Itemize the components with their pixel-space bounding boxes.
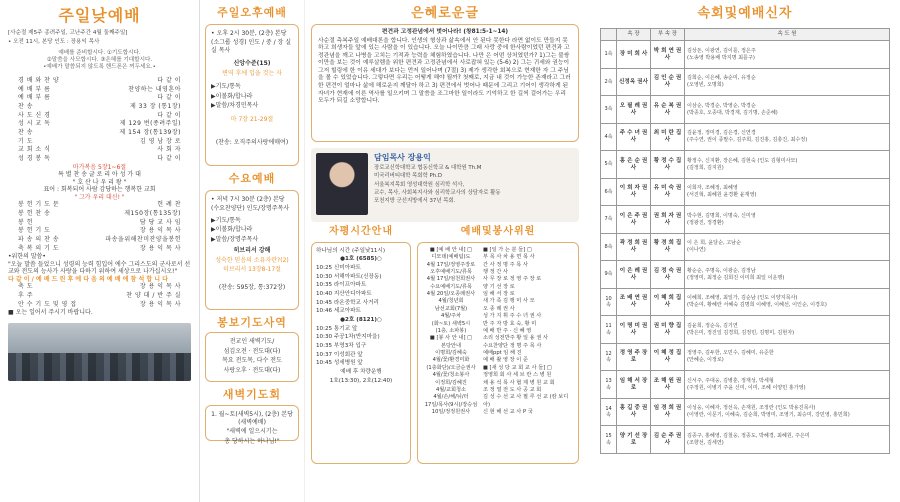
table-row [601, 316, 890, 344]
wednesday-ref: 히브리서 13장8-17절 [223, 266, 281, 273]
pastor-name: 담임목사 장용익 [374, 153, 431, 163]
table-row [601, 68, 890, 96]
cell-group-column [590, 0, 900, 502]
schedule-item: 예배 후 차량운행 [340, 368, 382, 375]
sunday-header-2: • 오전 11시, 본당 인도 : 장용익 목사 [8, 38, 100, 45]
leader-cell: 곽 정 희 권 사 [617, 233, 651, 261]
order-row: 봉 헌 기 도 장 용 익 목 사 [18, 227, 181, 235]
leader-cell: 정 영 주 장 로 [617, 343, 651, 371]
order-row: 축 복 의 기 도 장 용 익 목 사 [18, 244, 181, 252]
wednesday-item: ▶이볼화/합나라 [211, 226, 253, 233]
table-row [601, 398, 890, 426]
order-row: 사 도 신 경 다 같 이 [18, 111, 181, 119]
members-cell: 김종구, 홍혜영, 김철웅, 정종도, 박혜경, 최혜원, 주은미 (조향선, 김세연) [685, 426, 890, 454]
ministry-line: 사랑오후 · 전도대(다) [223, 366, 281, 374]
wednesday-theme-label: 히브리서 강해 [233, 247, 271, 254]
members-cell: 김상돈, 이광연, 김이를, 정은주 (노송영 박용배 박지명 최를구) [685, 41, 890, 69]
sub-leader-cell: 김 순 주 권 사 [651, 426, 685, 454]
leader-cell: 주 수 녀 권 사 [617, 123, 651, 151]
sunday-pm-theme: 변역 후에 입을 것는 자 [222, 69, 282, 77]
schedule-item: 10:25 통기교 앞 [316, 325, 358, 332]
table-row [601, 151, 890, 179]
wednesday-item: ▶말씀/장명주목사 [211, 235, 259, 243]
week-cell: 8속 [601, 233, 617, 261]
week-cell: 3속 [601, 96, 617, 124]
table-row [601, 233, 890, 261]
week-cell: 10속 [601, 288, 617, 316]
sunday-pm-line-2: (소그룹 성경) 인도 / 중 / 장 실 실 목사 [211, 39, 292, 54]
leader-cell: 신정옥 권사 [617, 68, 651, 96]
wednesday-line-1: • 저녁 7시 30분 (2층) 본당 [211, 195, 285, 203]
table-row [601, 261, 890, 289]
table-row [601, 41, 890, 69]
members-cell: 김윤정, 정미경, 김은경, 신연경 (주수연, 권이 종말수, 김주희, 김진홍, 김충진, 최수정) [685, 123, 890, 151]
guide-line-1: 예배를 준비합시다. ①기도합시다. [58, 49, 141, 56]
leader-cell: 이 희 자 권 사 [617, 178, 651, 206]
sub-leader-cell: 김 정 숙 권 사 [651, 261, 685, 289]
pastor-line: 미국리버티대학 목회학 Ph.D [374, 173, 443, 180]
wednesday-foot: (찬송: 595장, 통:372장) [218, 283, 286, 291]
table-row [601, 343, 890, 371]
members-cell: 김윤희, 정순옥, 김기연 (박은미, 정진일 김경희, 김정민, 김명미, 김현자) [685, 316, 890, 344]
ministry-box [205, 332, 299, 382]
header-leader: 속 장 [617, 29, 651, 41]
sunday-service-info [8, 30, 191, 46]
sub-leader-cell: 최 미 란 집 사 [651, 123, 685, 151]
schedule-item: 10:25 신미아파트 [316, 265, 361, 272]
table-row [601, 426, 890, 454]
schedule-item: 10:30 주공1차(반지마을) [316, 334, 380, 341]
sub-leader-cell: 이 혜 희 집 사 [651, 288, 685, 316]
order-row: 교 회 소 식 사 회 자 [18, 146, 181, 154]
leader-cell: 오 필 례 권 사 [617, 96, 651, 124]
leader-cell: 홍 길 중 권 사 [617, 398, 651, 426]
schedule-item: 10:30 서해아파트(신장동) [316, 273, 382, 280]
grace-heading: 편견과 고정관념에서 벗어나라! (창81:5-1~14) [381, 29, 509, 36]
sunday-guide [8, 50, 191, 71]
schedule-box [311, 242, 411, 464]
wednesday-box [205, 190, 299, 310]
sunday-pm-theme-label: 신앙수준(15) [233, 60, 271, 68]
worship-order [8, 77, 191, 317]
roles-list: ■ [일 가 는 분 들] □ 부 목 사 차 용 면 목 사 간 사 정 명 주 목 사 행 정 간 사 사 무 장 로 정 영 주 장 로 양 기 선 장 로 임 해 서 장 로 새 가 족 김 행 미 사 모 오 종 례 권 사 성 가 지 휘 주 수 녀 권 사 반 주 자 방 효 숙, 황 미 예 배 반 주 · 신 혜 영 소리 성전반주 황 일 용 권 사 수요찬양단 정 명 주 목 사 예배ppt 임 해 진 예 배 촬 영 장 이 준 ■ [새 성 당 교 회 교 사 들] □ 정영희 회 사 세 브 란 스 병 원 채 용 석 목 사 협 제 병 원 교 회 조 정 열 전 도 사 공 교 회 김 성 수 선 교 사 필 루 선 교 (캄 보디아) 신 현 해 선 교 사 P 국 [483, 246, 569, 415]
stand-note: ■ 오는 일어서 주시기 바랍니다. [8, 309, 93, 317]
order-row: 경 배 와 찬 양 다 같 이 [18, 76, 181, 84]
sub-leader-cell: 황 정 수 집 사 [651, 151, 685, 179]
leader-cell: 이 명 미 권 사 [617, 316, 651, 344]
sunday-service-column [0, 0, 200, 502]
dawn-line: "새벽에 일으시기는 [226, 428, 278, 435]
week-cell: 9속 [601, 261, 617, 289]
week-cell: 7속 [601, 206, 617, 234]
special-song: 특 별 찬 송 글 로 리 아 성 가 대 [58, 171, 141, 179]
week-cell: 6속 [601, 178, 617, 206]
week-cell: 14속 [601, 398, 617, 426]
leader-cell: 홍 은 순 권 사 [617, 151, 651, 179]
order-row: 봉 헌 담 당 교 사 임 [18, 218, 181, 226]
schedule-item: 1호(13:30), 2호(12:40) [329, 377, 393, 384]
dawn-title: 새벽기도회 [222, 388, 282, 402]
order-row: 축 도 장 용 익 목 사 [18, 283, 181, 291]
week-cell: 15속 [601, 426, 617, 454]
members-cell: 이삼순, 박경순, 박영순, 박경순 (박종호, 오종대, 박경재, 김기명, 손준혜) [685, 96, 890, 124]
header-week [601, 29, 617, 41]
schedule-title: 자평시간안내 [329, 226, 393, 238]
ministry-line: 전교인 새벽기도/ [229, 338, 275, 346]
order-row: 성 시 교 독 제 129 번(종려주일) [18, 120, 181, 128]
members-cell: 이성웅, 이혜자, 정선옥, 손재원, 조정란 (인도 박용진목사) (이영란, 이문기, 이혜숙, 김순희, 박영미, 조영기, 최승미, 강민영, 홍민희) [685, 398, 890, 426]
order-row: 후 주 찬 양 대 / 반 주 실 [18, 292, 181, 300]
order-row: 예 배 부 름 찬양하는 내영혼아 [18, 85, 181, 93]
dawn-line: 총 당하시는 하나님!" [224, 437, 280, 445]
table-row [601, 96, 890, 124]
sub-leader-cell: 유 순 복 권 사 [651, 96, 685, 124]
sub-leader-cell: 황 경 희 집 사 [651, 233, 685, 261]
schedule-item: 10:37 이성회관 앞 [316, 351, 363, 358]
leader-cell: 임 해 서 장 로 [617, 371, 651, 399]
cell-group-title: 속회및예배신자 [697, 6, 793, 21]
dawn-box [205, 405, 299, 445]
guide-line-2: ②말씀을 사모합시다. ③은혜를 기대합시다. [46, 56, 153, 63]
members-cell: 박수현, 김명희, 이명숙, 신미영 (정광진, 정경환) [685, 206, 890, 234]
order-row: 봉 헌 찬 송 제150장(통135장) [18, 209, 181, 217]
pastor-line: 장로교신학대학교 협동신학교 & 대학원 Th.M [374, 165, 482, 172]
pastor-line: 서울복지목회 영성대학원 심리학 석사, [374, 181, 465, 188]
order-row: 예 배 부 름 다 같 이 [18, 94, 181, 102]
sub-leader-cell: 유 미 숙 권 사 [651, 178, 685, 206]
members-cell: 황정수, 신지환, 장은혜, 김현숙 (인도 김형미사모) (김정희, 김지원) [685, 151, 890, 179]
header-sub-leader: 부 속 장 [651, 29, 685, 41]
grace-body: 사순절 측복주일 예배대론을 합니다. 인생의 형상과 삶속에서 안 된다 못한다 라면 없이도 만들지 못하고 희생자들 앞에 있는 사람을 이 있습니다. 오늘 나이만큼 그래 사랑 중에 한사람이었던 편견과 고정관념을 깨고 나병을 고치는 기적과 능력을 체험하였습니다. 나만 은 어떤 상처였던가? 1)그는 불쌍이만을 보는 것이 예루살렘을 위한 편견과 고정관념에서 사로잡혀 있는 (5-6) 2) 그는 귀세와 권능이 그저 힐링에 한 이유 세대가 보다는 먼저 일어나며 (7절) 3) 제가 생각한 회복으로 현재한 자 그 주님을 볼 수 있었습니다. 그렇다면 우리는 어떻게 해야 될까? 첫째로, 지금 내 것이 가능한 존재라고 그러한 편견이 얼마나 삶에 해로운지 깨달아 하고 3) 편견에서 벗어나 때문에 그리고 기어이 생각하게 된 자녀가 현재에 이른 역사를 일으키며 그 말씀을 조그마한 일이라도 기억하고 한 길씩 걸어가는 우리 모두가 되길 소망합니다. [318, 37, 571, 105]
schedule-section [311, 226, 579, 464]
wednesday-item: ▶기도/통독 [211, 216, 241, 224]
members-cell: 이혜희, 조혜영, 최일가, 김순남 (인도 이양지목사) (박순여, 황혜란 서혜숙 김명희 이혜영, 이혜선, 이인순, 이경호) [685, 288, 890, 316]
grace-title: 은혜로운글 [411, 6, 479, 21]
table-row [601, 371, 890, 399]
sub-leader-cell: 이 혜 정 집 사 [651, 343, 685, 371]
sub-leader-cell: 임 경 희 권 사 [651, 398, 685, 426]
members-cell: 이 은 희, 윤달순, 고남순 (이나연) [685, 233, 890, 261]
leader-cell: 조 배 연 권 사 [617, 288, 651, 316]
sermon-title: " 그가 우리 대신! " [74, 193, 125, 201]
sunday-service-title: 주일낮예배 [58, 6, 141, 25]
order2-title: 다 같 이 / 예 배 드 린 후 에 다 음 의 예 배 에 참 석 합 니 다 [8, 275, 168, 283]
schedule-item: 10:46 세교아파트 [316, 308, 361, 315]
week-cell: 5속 [601, 151, 617, 179]
table-row [601, 206, 890, 234]
sunday-pm-foot: (찬송: 오직주의사랑에매여) [215, 139, 289, 147]
wednesday-line-2: (수요찬양단) 인도/장명주목사 [211, 205, 290, 212]
grace-box [311, 24, 579, 142]
ministry-line: 목요 전도목, 다수 전도 [222, 357, 282, 365]
weekly-word-title: •위한의 말씀• [8, 253, 46, 261]
pastor-line: 포천지방 군선지방에서 37년 목회. [374, 197, 456, 204]
schedule-item: 하나님의 시간 (주일낮11시) [316, 247, 386, 254]
order-row: 기 도 김 영 남 장 로 [18, 137, 181, 145]
order-row: 안 수 기 도 및 영 접 장 용 익 목 사 [18, 300, 181, 308]
volunteers-box [417, 242, 579, 464]
special-song-title: " 호 산 나 우 리 왕 " [72, 178, 127, 186]
week-cell: 11속 [601, 316, 617, 344]
week-cell: 13속 [601, 371, 617, 399]
schedule-item: 10:45 성세병원 앞 [316, 360, 363, 367]
leader-cell: 장 미 희 사 [617, 41, 651, 69]
weekly-word: "오늘 말씀 들었으니 성령의 능력 힘입어 에수 그리스도의 군사로서 선교와 전도의 능사가 사랑을 다하기 위하여 세상으로 나가십시오!" [8, 260, 191, 276]
pastor-line: 교수, 목사, 사회복지사와 심리학교사의 상담자로 활동 [374, 189, 501, 196]
week-cell: 1속 [601, 41, 617, 69]
table-row [601, 178, 890, 206]
ministry-line: 섬김오전 · 전도대(다) [223, 347, 281, 355]
members-cell: 황순순, 주명옥, 이광순, 김정남 (정영미, 최정순 김희진 이미희 최일 이운행) [685, 261, 890, 289]
members-cell: 정영주, 김두한, 오민수, 김혜미, 유준한 (안혜순, 이정로) [685, 343, 890, 371]
sunday-pm-ref: 마 7장 21-29절 [230, 115, 274, 123]
order-row: 찬 송 제 33 장 (통1장) [18, 102, 181, 110]
sunday-pm-line-1: • 오후 2시 30분, (2층) 본당 [211, 29, 287, 37]
schedule-item: 10:35 라이프아파트 [316, 282, 367, 289]
schedule-item: 10:35 부영3차 입구 [316, 342, 367, 349]
week-cell: 4속 [601, 123, 617, 151]
header-members: 속 도 원 [685, 29, 890, 41]
volunteers-title: 예배및봉사위원 [460, 226, 536, 238]
order-row: 파 송 의 찬 송 파송을위해찬미잔양을봉헌 [18, 236, 181, 244]
sunday-pm-item: ▶기도/통독 [211, 83, 241, 91]
motto: 표어 : 회복되어 사람 감당하는 행복한 교회 [43, 186, 156, 194]
sunday-pm-box [205, 24, 299, 166]
scripture-ref: 마가복음 5장1~6절 [72, 163, 127, 171]
wednesday-title: 수요예배 [228, 171, 276, 185]
sub-leader-cell: 김 인 순 권 사 [651, 68, 685, 96]
middle-column [305, 0, 585, 502]
wednesday-theme: 성숙한 믿음의 소유자란?(2) [215, 256, 289, 264]
leader-cell: 이 은 례 권 사 [617, 261, 651, 289]
schedule-item: ●2호 (8121)○ [340, 317, 382, 323]
order-row: 찬 송 제 154 장(통139장) [18, 129, 181, 137]
table-row [601, 123, 890, 151]
pastor-card [311, 148, 579, 222]
sunday-header-1: [사순절 제5주 종려주일, 고난주간 4월 둘째주일] [8, 30, 128, 36]
schedule-item: ●1호 (6585)○ [340, 256, 382, 263]
week-cell: 12속 [601, 343, 617, 371]
members-cell: 김희순, 이은혜, 송순미, 유정순 (오영빈, 오명희) [685, 68, 890, 96]
schedule-item: 10:40 지산안디아파트 [316, 291, 372, 298]
cell-group-table [600, 28, 890, 454]
sunday-pm-item: ▶말씀/차경민목사 [211, 102, 259, 110]
order-row: 성 경 봉 독 다 같 이 [18, 155, 181, 163]
pastor-photo [316, 153, 368, 215]
ministry-title: 봉보기도사역 [217, 315, 287, 329]
sub-leader-cell: 박 희 연 권 사 [651, 41, 685, 69]
leader-cell: 이 은 주 권 사 [617, 206, 651, 234]
sunday-pm-title: 주일오후예배 [217, 6, 287, 19]
volunteers-list: ■ [예 배 안 내] □ 디모데(예배팀)도 4월 17일/정영주장로 오후예배기도/류목 4월 17일/엄천희권사 수요예배기도/류목 4월 20일/오종례권사 4월/청년회 남선교회(7월) 4월/주차 (화~토) 새벽5시 (1층, 소파봉) ■ [봉 사 안 내] □ 본당안내 이명희/김혜숙 4월/꽃/환경미화 (1층화단)/오금순권사 4월/꽃/청소봉사 이정희/김혜진 4월/교회청소 4월/손/해/뉘/터 17일/목사(9시)/장승섬 10일/정정원권사 [424, 246, 478, 415]
congregation-photo [8, 323, 191, 381]
week-cell: 2속 [601, 68, 617, 96]
members-cell: 신서주, 주대웅, 김병훈, 정재성, 박세형 (주정원, 이병기 주윤 신미, 이미, 조혜 이양민 홍가영) [685, 371, 890, 399]
table-row [601, 288, 890, 316]
guide-line-3: •예배가 말씀되지 않도록 핸드폰은 꺼두세요.• [43, 63, 156, 70]
members-cell: 이희자, 조혜정, 최혜영 (서진혁, 최혜원 윤경환 윤재영) [685, 178, 890, 206]
order-row: 봉 헌 기 도 문 헌 례 찬 [18, 201, 181, 209]
sub-leader-cell: 조 해 원 권 사 [651, 371, 685, 399]
sub-leader-cell: 권 희 자 권 사 [651, 206, 685, 234]
leader-cell: 양 기 선 장 로 [617, 426, 651, 454]
sub-leader-cell: 권 미 향 집 사 [651, 316, 685, 344]
schedule-item: 10:45 라온중학교 사거리 [316, 299, 379, 306]
sunday-pm-item: ▶이볼화/합나라 [211, 92, 253, 100]
services-column [200, 0, 305, 502]
dawn-line: 1. 월~토(새벽5시), (2층) 본당 (새벽예배) [211, 411, 293, 426]
